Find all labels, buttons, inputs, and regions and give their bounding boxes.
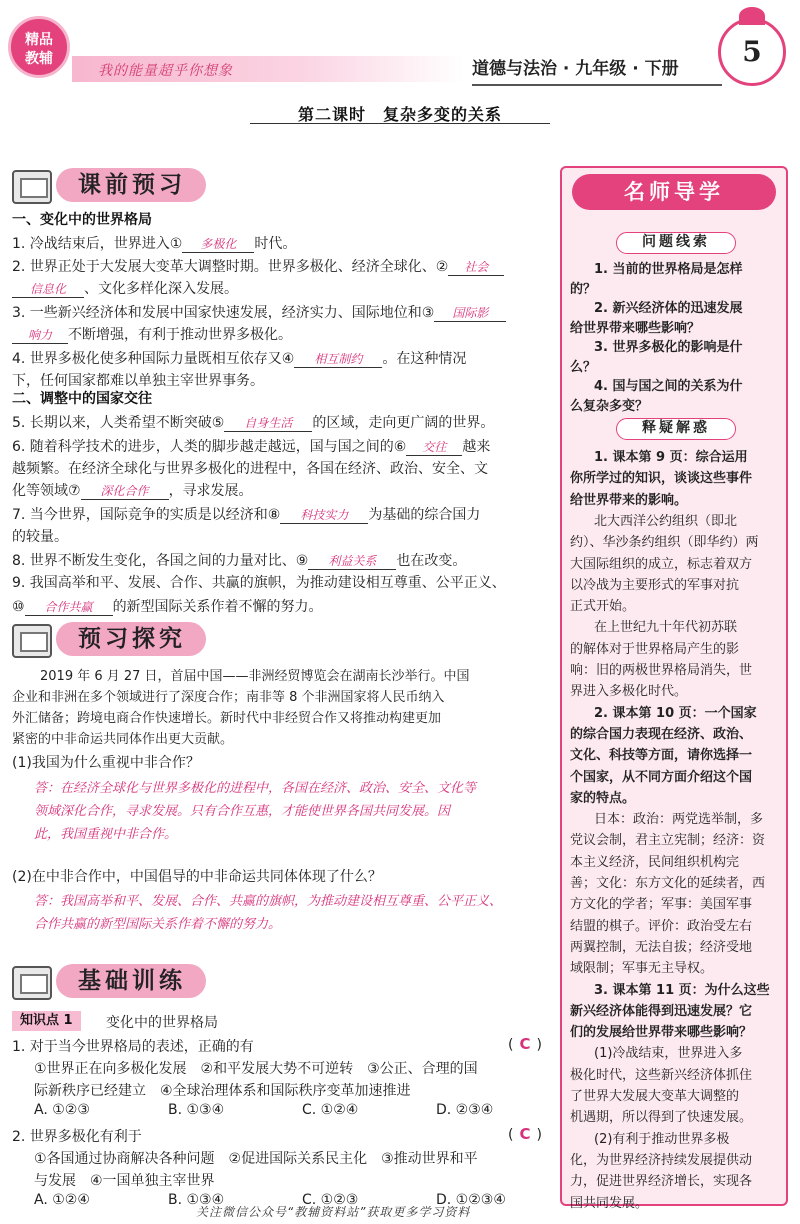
- preview-line-text: 下，任何国家都难以单独主宰世界事务。: [12, 373, 264, 389]
- preview-line-text: 化等领域⑦: [12, 483, 81, 499]
- sidebar-line: 1. 课本第 9 页：综合运用: [594, 450, 748, 465]
- preview-line: [12, 436, 490, 456]
- preview-line-text: 时代。: [254, 236, 297, 252]
- preview-line: [12, 278, 238, 298]
- answer-1-line: 领域深化合作，寻求发展。只有合作互惠，才能使世界各国共同发展。因: [34, 804, 451, 819]
- sidebar-line: 的？: [570, 281, 597, 297]
- sidebar-line: 结盟的棋子。评价：政治受左右: [570, 918, 753, 934]
- notebook-icon: [12, 966, 52, 1000]
- logo-text-line2: 教辅: [25, 51, 53, 67]
- preview-line: [12, 504, 480, 524]
- preview-line-text: 2. 世界正处于大发展大变革大调整时期。世界多极化、经济全球化、②: [12, 259, 449, 275]
- sidebar-line: 以冷战为主要形式的军事对抗: [570, 577, 740, 593]
- knowledge-point-label: 知识点 1: [12, 1011, 81, 1031]
- fill-in-blank-answer: 利益关系: [308, 552, 396, 570]
- bow-decoration-icon: [739, 7, 765, 25]
- sidebar-line: (2)有利于推动世界多极: [594, 1131, 730, 1147]
- fill-in-blank-answer: 响力: [12, 326, 68, 344]
- passage-line: 紧密的中非命运共同体作出更大贡献。: [12, 732, 234, 747]
- fill-in-blank-answer: 交往: [406, 438, 462, 456]
- sidebar-line: 文化、科技等方面，请你选择一: [570, 748, 753, 764]
- sidebar-teacher-guide: [560, 166, 788, 1211]
- fill-in-blank-answer: 社会: [448, 258, 504, 276]
- sidebar-title: 名师导学: [572, 174, 776, 210]
- sidebar-line: 1. 当前的世界格局是怎样: [594, 262, 743, 277]
- mcq-1-body-line: ①世界正在向多极化发展 ②和平发展大势不可逆转 ③公正、合理的国: [34, 1061, 478, 1077]
- preview-line: [12, 256, 504, 276]
- preview-line-text: 。在这种情况: [382, 351, 467, 367]
- sidebar-line: 给世界带来哪些影响？: [570, 320, 701, 336]
- fill-in-blank-answer: 信息化: [12, 280, 84, 298]
- sidebar-line: 么？: [570, 359, 597, 375]
- preview-line-text: 7. 当今世界，国际竞争的实质是以经济和⑧: [12, 507, 281, 523]
- mcq-2-option-b: B. ①③④: [168, 1192, 225, 1208]
- sidebar-line: 力，促进世界经济增长，实现各: [570, 1174, 753, 1190]
- preview-line: [12, 233, 296, 253]
- passage-line: 企业和非洲在多个领域进行了深度合作；南非等 8 个非洲国家将人民币纳入: [12, 690, 445, 705]
- logo-text-line1: 精品: [25, 32, 53, 48]
- preview-line: [12, 370, 264, 390]
- slogan-banner: [72, 56, 464, 82]
- sidebar-line: 国共同发展。: [570, 1195, 649, 1211]
- mcq-2-stem: 2. 世界多极化有利于: [12, 1129, 142, 1145]
- sidebar-line: 善；文化：东方文化的延续者，西: [570, 876, 766, 891]
- section-explore-title: 预习探究: [56, 622, 206, 656]
- sidebar-line: 新兴经济体能得到迅速发展？它: [570, 1003, 753, 1019]
- sidebar-line: 3. 课本第 11 页：为什么这些: [594, 982, 770, 998]
- preview-line-text: 的区域，走向更广阔的世界。: [312, 415, 495, 431]
- footer-note: 关注微信公众号“教辅资料站”获取更多学习资料: [196, 1205, 471, 1219]
- fill-in-blank-answer: 相互制约: [294, 350, 382, 368]
- mcq-1-option-d: D. ②③④: [436, 1102, 494, 1118]
- books-icon: [12, 624, 52, 658]
- answer-2-line: 合作共赢的新型国际关系作着不懈的努力。: [34, 917, 282, 932]
- preview-subheading-2: 二、调整中的国家交往: [12, 391, 152, 407]
- sidebar-line: 日本：政治：两党选举制，多: [594, 812, 764, 828]
- mcq-2-option-d: D. ①②③④: [436, 1192, 506, 1208]
- sidebar-line: 给世界带来的影响。: [570, 492, 688, 508]
- preview-line: [12, 412, 494, 432]
- preview-line-text: 也在改变。: [396, 553, 467, 569]
- page-number: 5: [742, 35, 762, 68]
- preview-line-text: ，寻求发展。: [168, 483, 253, 499]
- sidebar-line: 界进入多极化时代。: [570, 684, 688, 700]
- sidebar-subtitle-explain: 释疑解惑: [616, 418, 736, 440]
- knowledge-point-title: 变化中的世界格局: [106, 1015, 218, 1031]
- sidebar-line: 大国际组织的成立，标志着双方: [570, 556, 753, 572]
- sidebar-line: 个国家，从不同方面介绍这个国: [570, 769, 753, 785]
- sidebar-line: 你所学过的知识，谈谈这些事件: [570, 471, 753, 487]
- fill-in-blank-answer: 多极化: [182, 235, 254, 253]
- mcq-2-option-c: C. ①②③: [302, 1192, 359, 1208]
- section-training-title: 基础训练: [56, 964, 206, 998]
- fill-in-blank-answer: 合作共赢: [25, 598, 113, 616]
- preview-line-text: 8. 世界不断发生变化，各国之间的力量对比、⑨: [12, 553, 309, 569]
- preview-line-text: 、文化多样化深入发展。: [84, 281, 238, 297]
- mcq-1-body-line: 际新秩序已经建立 ④全球治理体系和国际秩序变革加速推进: [34, 1083, 411, 1099]
- sidebar-line: 极化时代，这些新兴经济体抓住: [570, 1067, 753, 1083]
- preview-line: [12, 526, 68, 546]
- preview-line: [12, 480, 253, 500]
- page-number-badge: [718, 18, 786, 86]
- sidebar-line: (1)冷战结束，世界进入多: [594, 1046, 743, 1062]
- sidebar-line: 党议会制，君主立宪制；经济：资: [570, 833, 766, 849]
- question-2-text: (2)在中非合作中，中国倡导的中非命运共同体体现了什么？: [12, 869, 382, 885]
- sidebar-line: 响：旧的两极世界格局消失，世: [570, 663, 753, 678]
- sidebar-line: 本主义经济，民间组织机构完: [570, 854, 740, 870]
- mcq-2-body-line: ①各国通过协商解决各种问题 ②促进国际关系民主化 ③推动世界和平: [34, 1151, 478, 1167]
- sidebar-line: 方文化的学者；军事：美国军事: [570, 897, 753, 913]
- lesson-title: 第二课时 复杂多变的关系: [250, 102, 550, 124]
- sidebar-line: 家的特点。: [570, 790, 636, 806]
- preview-line-text: 越来: [462, 439, 491, 455]
- preview-line: [12, 324, 292, 344]
- answer-1-line: 答：在经济全球化与世界多极化的进程中，各国在经济、政治、安全、文化等: [34, 781, 477, 796]
- mcq-2-answer-letter: C: [519, 1125, 531, 1143]
- passage-line: 外汇储备；跨境电商合作快速增长。新时代中非经贸合作又将推动构建更加: [12, 711, 442, 726]
- sidebar-line: 北大西洋公约组织（即北: [594, 513, 738, 529]
- sidebar-line: 了世界大发展大变革大调整的: [570, 1089, 740, 1104]
- passage-line: 2019 年 6 月 27 日，首届中国——非洲经贸博览会在湖南长沙举行。中国: [40, 669, 470, 684]
- fill-in-blank-answer: 国际影: [434, 304, 506, 322]
- preview-subheading-1: 一、变化中的世界格局: [12, 212, 152, 228]
- easel-icon: [12, 170, 52, 204]
- mcq-2-option-a: A. ①②④: [34, 1192, 90, 1208]
- book-title: 道德与法治 · 九年级 · 下册: [472, 59, 679, 79]
- sidebar-line: 域限制；军事无主导权。: [570, 961, 714, 977]
- sidebar-line: 2. 新兴经济体的迅速发展: [594, 301, 743, 316]
- section-preview-title: 课前预习: [56, 168, 206, 202]
- mcq-1-stem: 1. 对于当今世界格局的表述，正确的有: [12, 1039, 254, 1055]
- preview-line-text: 的新型国际关系作着不懈的努力。: [112, 599, 323, 615]
- preview-line-text: 3. 一些新兴经济体和发展中国家快速发展，经济实力、国际地位和③: [12, 305, 435, 321]
- preview-line-text: 的较量。: [12, 529, 68, 545]
- sidebar-line: 4. 国与国之间的关系为什: [594, 379, 743, 394]
- mcq-1-answer: ( C ): [508, 1035, 542, 1053]
- question-1-text: (1)我国为什么重视中非合作？: [12, 755, 200, 771]
- preview-line-text: 为基础的综合国力: [368, 507, 481, 523]
- mcq-1-option-c: C. ①②④: [302, 1102, 359, 1118]
- mcq-1-option-b: B. ①③④: [168, 1102, 225, 1118]
- answer-1-line: 此，我国重视中非合作。: [34, 827, 178, 842]
- sidebar-line: 在上世纪九十年代初苏联: [594, 620, 738, 636]
- preview-line: [12, 458, 488, 478]
- fill-in-blank-answer: 自身生活: [224, 414, 312, 432]
- preview-line-text: ⑩: [12, 599, 25, 615]
- sidebar-line: 正式开始。: [570, 599, 636, 615]
- sidebar-line: 约）、华沙条约组织（即华约）两: [570, 535, 759, 551]
- sidebar-line: 化，为世界经济持续发展提供动: [570, 1152, 753, 1168]
- preview-line: [12, 348, 466, 368]
- preview-line-text: 1. 冷战结束后，世界进入①: [12, 236, 183, 252]
- fill-in-blank-answer: 科技实力: [280, 506, 368, 524]
- sidebar-line: 2. 课本第 10 页：一个国家: [594, 705, 757, 721]
- sidebar-line: 3. 世界多极化的影响是什: [594, 340, 743, 355]
- preview-line: [12, 550, 466, 570]
- sidebar-line: 们的发展给世界带来哪些影响？: [570, 1025, 753, 1041]
- mcq-2-answer: ( C ): [508, 1125, 542, 1143]
- preview-line-text: 9. 我国高举和平、发展、合作、共赢的旗帜，为推动建设相互尊重、公平正义、: [12, 575, 506, 591]
- fill-in-blank-answer: 深化合作: [81, 482, 169, 500]
- sidebar-subtitle-clues: 问题线索: [616, 232, 736, 254]
- answer-2-line: 答：我国高举和平、发展、合作、共赢的旗帜，为推动建设相互尊重、公平正义、: [34, 894, 503, 909]
- preview-line: [12, 572, 506, 592]
- mcq-1-answer-letter: C: [519, 1035, 531, 1053]
- mcq-2-body-line: 与发展 ④一国单独主宰世界: [34, 1173, 215, 1189]
- sidebar-line: 两翼控制，无法自拔；经济受地: [570, 939, 753, 955]
- preview-line: [12, 596, 323, 616]
- slogan-text: 我的能量超乎你想象: [98, 63, 233, 79]
- mcq-1-option-a: A. ①②③: [34, 1102, 90, 1118]
- preview-line-text: 4. 世界多极化使多种国际力量既相互依存又④: [12, 351, 295, 367]
- preview-line-text: 越频繁。在经济全球化与世界多极化的进程中，各国在经济、政治、安全、文: [12, 461, 488, 477]
- sidebar-line: 的综合国力表现在经济、政治、: [570, 726, 753, 742]
- preview-line-text: 不断增强，有利于推动世界多极化。: [68, 327, 292, 343]
- sidebar-line: 的解体对于世界格局产生的影: [570, 641, 740, 657]
- sidebar-line: 机遇期，所以得到了快速发展。: [570, 1110, 753, 1126]
- preview-line: [12, 302, 506, 322]
- preview-line-text: 5. 长期以来，人类希望不断突破⑤: [12, 415, 225, 431]
- header-rule: [472, 84, 722, 86]
- sidebar-line: 么复杂多变？: [570, 398, 649, 414]
- preview-line-text: 6. 随着科学技术的进步，人类的脚步越走越远，国与国之间的⑥: [12, 439, 407, 455]
- publisher-logo: [8, 16, 70, 78]
